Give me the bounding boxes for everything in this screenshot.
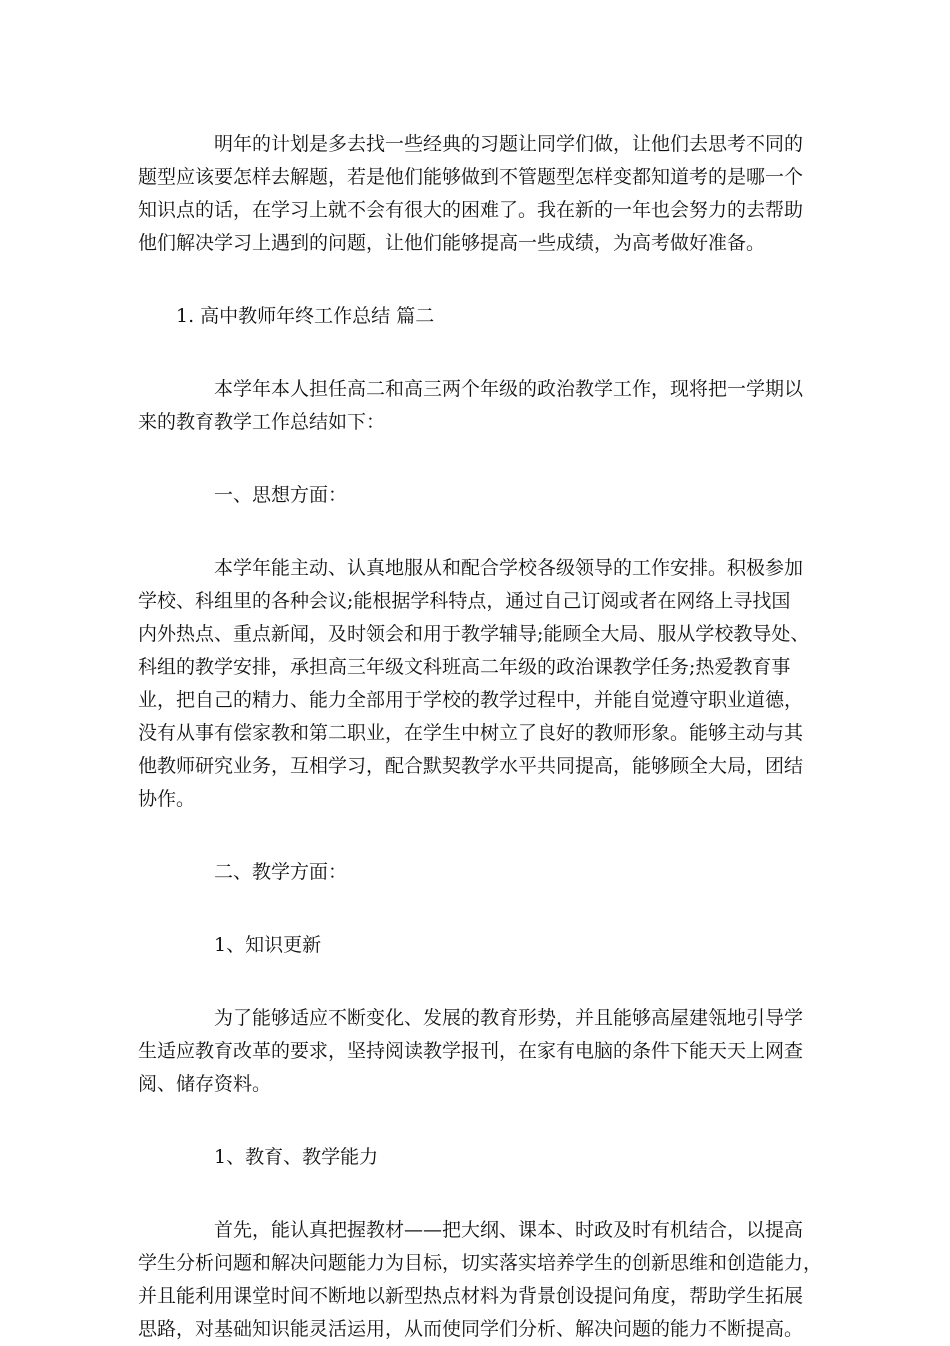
text-line: 一、思想方面： [214,484,348,506]
text-line: 业，把自己的精力、能力全部用于学校的教学过程中，并能自觉遵守职业道德， [138,689,804,711]
text-line: 来的教育教学工作总结如下： [138,411,386,433]
text-line: 阅、储存资料。 [138,1073,272,1095]
text-line: 1、教育、教学能力 [214,1146,379,1168]
text-line: 1、知识更新 [214,934,322,956]
heading-knowledge [138,929,818,962]
heading-teaching [138,856,818,889]
heading-ability [138,1141,818,1174]
text-line: 科组的教学安排，承担高三年级文科班高二年级的政治课教学任务;热爱教育事 [138,656,791,678]
text-line: 本学年能主动、认真地服从和配合学校各级领导的工作安排。积极参加 [214,557,804,579]
text-line: 他们解决学习上遇到的问题，让他们能够提高一些成绩，为高考做好准备。 [138,232,766,254]
text-line: 思路，对基础知识能灵活运用，从而使同学们分析、解决问题的能力不断提高。 [138,1318,804,1340]
text-line: 内外热点、重点新闻，及时领会和用于教学辅导;能顾全大局、服从学校教导处、 [138,623,810,645]
text-line: 协作。 [138,788,196,810]
document-page [138,128,823,1346]
text-line: 他教师研究业务，互相学习，配合默契教学水平共同提高，能够顾全大局，团结 [138,755,804,777]
text-line: 生适应教育改革的要求，坚持阅读教学报刊，在家有电脑的条件下能天天上网查 [138,1040,804,1062]
text-line: 学生分析问题和解决问题能力为目标，切实落实培养学生的创新思维和创造能力， [138,1252,823,1274]
text-line: 学校、科组里的各种会议;能根据学科特点，通过自己订阅或者在网络上寻找国 [138,590,791,612]
heading-thought [138,479,818,512]
text-line: 首先，能认真把握教材——把大纲、课本、时政及时有机结合，以提高 [214,1219,804,1241]
text-line: 本学年本人担任高二和高三两个年级的政治教学工作，现将把一学期以 [214,378,804,400]
section-title [138,300,818,333]
paragraph-plan [138,128,818,260]
paragraph-ability [138,1214,823,1346]
text-line: 1. 高中教师年终工作总结 篇二 [176,305,435,327]
text-line: 二、教学方面： [214,861,348,883]
text-line: 明年的计划是多去找一些经典的习题让同学们做，让他们去思考不同的 [214,133,804,155]
paragraph-knowledge [138,1002,818,1101]
text-line: 没有从事有偿家教和第二职业，在学生中树立了良好的教师形象。能够主动与其 [138,722,804,744]
text-line: 知识点的话，在学习上就不会有很大的困难了。我在新的一年也会努力的去帮助 [138,199,804,221]
text-line: 并且能利用课堂时间不断地以新型热点材料为背景创设提问角度，帮助学生拓展 [138,1285,804,1307]
paragraph-intro [138,373,818,439]
text-line: 题型应该要怎样去解题，若是他们能够做到不管题型怎样变都知道考的是哪一个 [138,166,804,188]
paragraph-thought [138,552,818,816]
text-line: 为了能够适应不断变化、发展的教育形势，并且能够高屋建瓴地引导学 [214,1007,804,1029]
